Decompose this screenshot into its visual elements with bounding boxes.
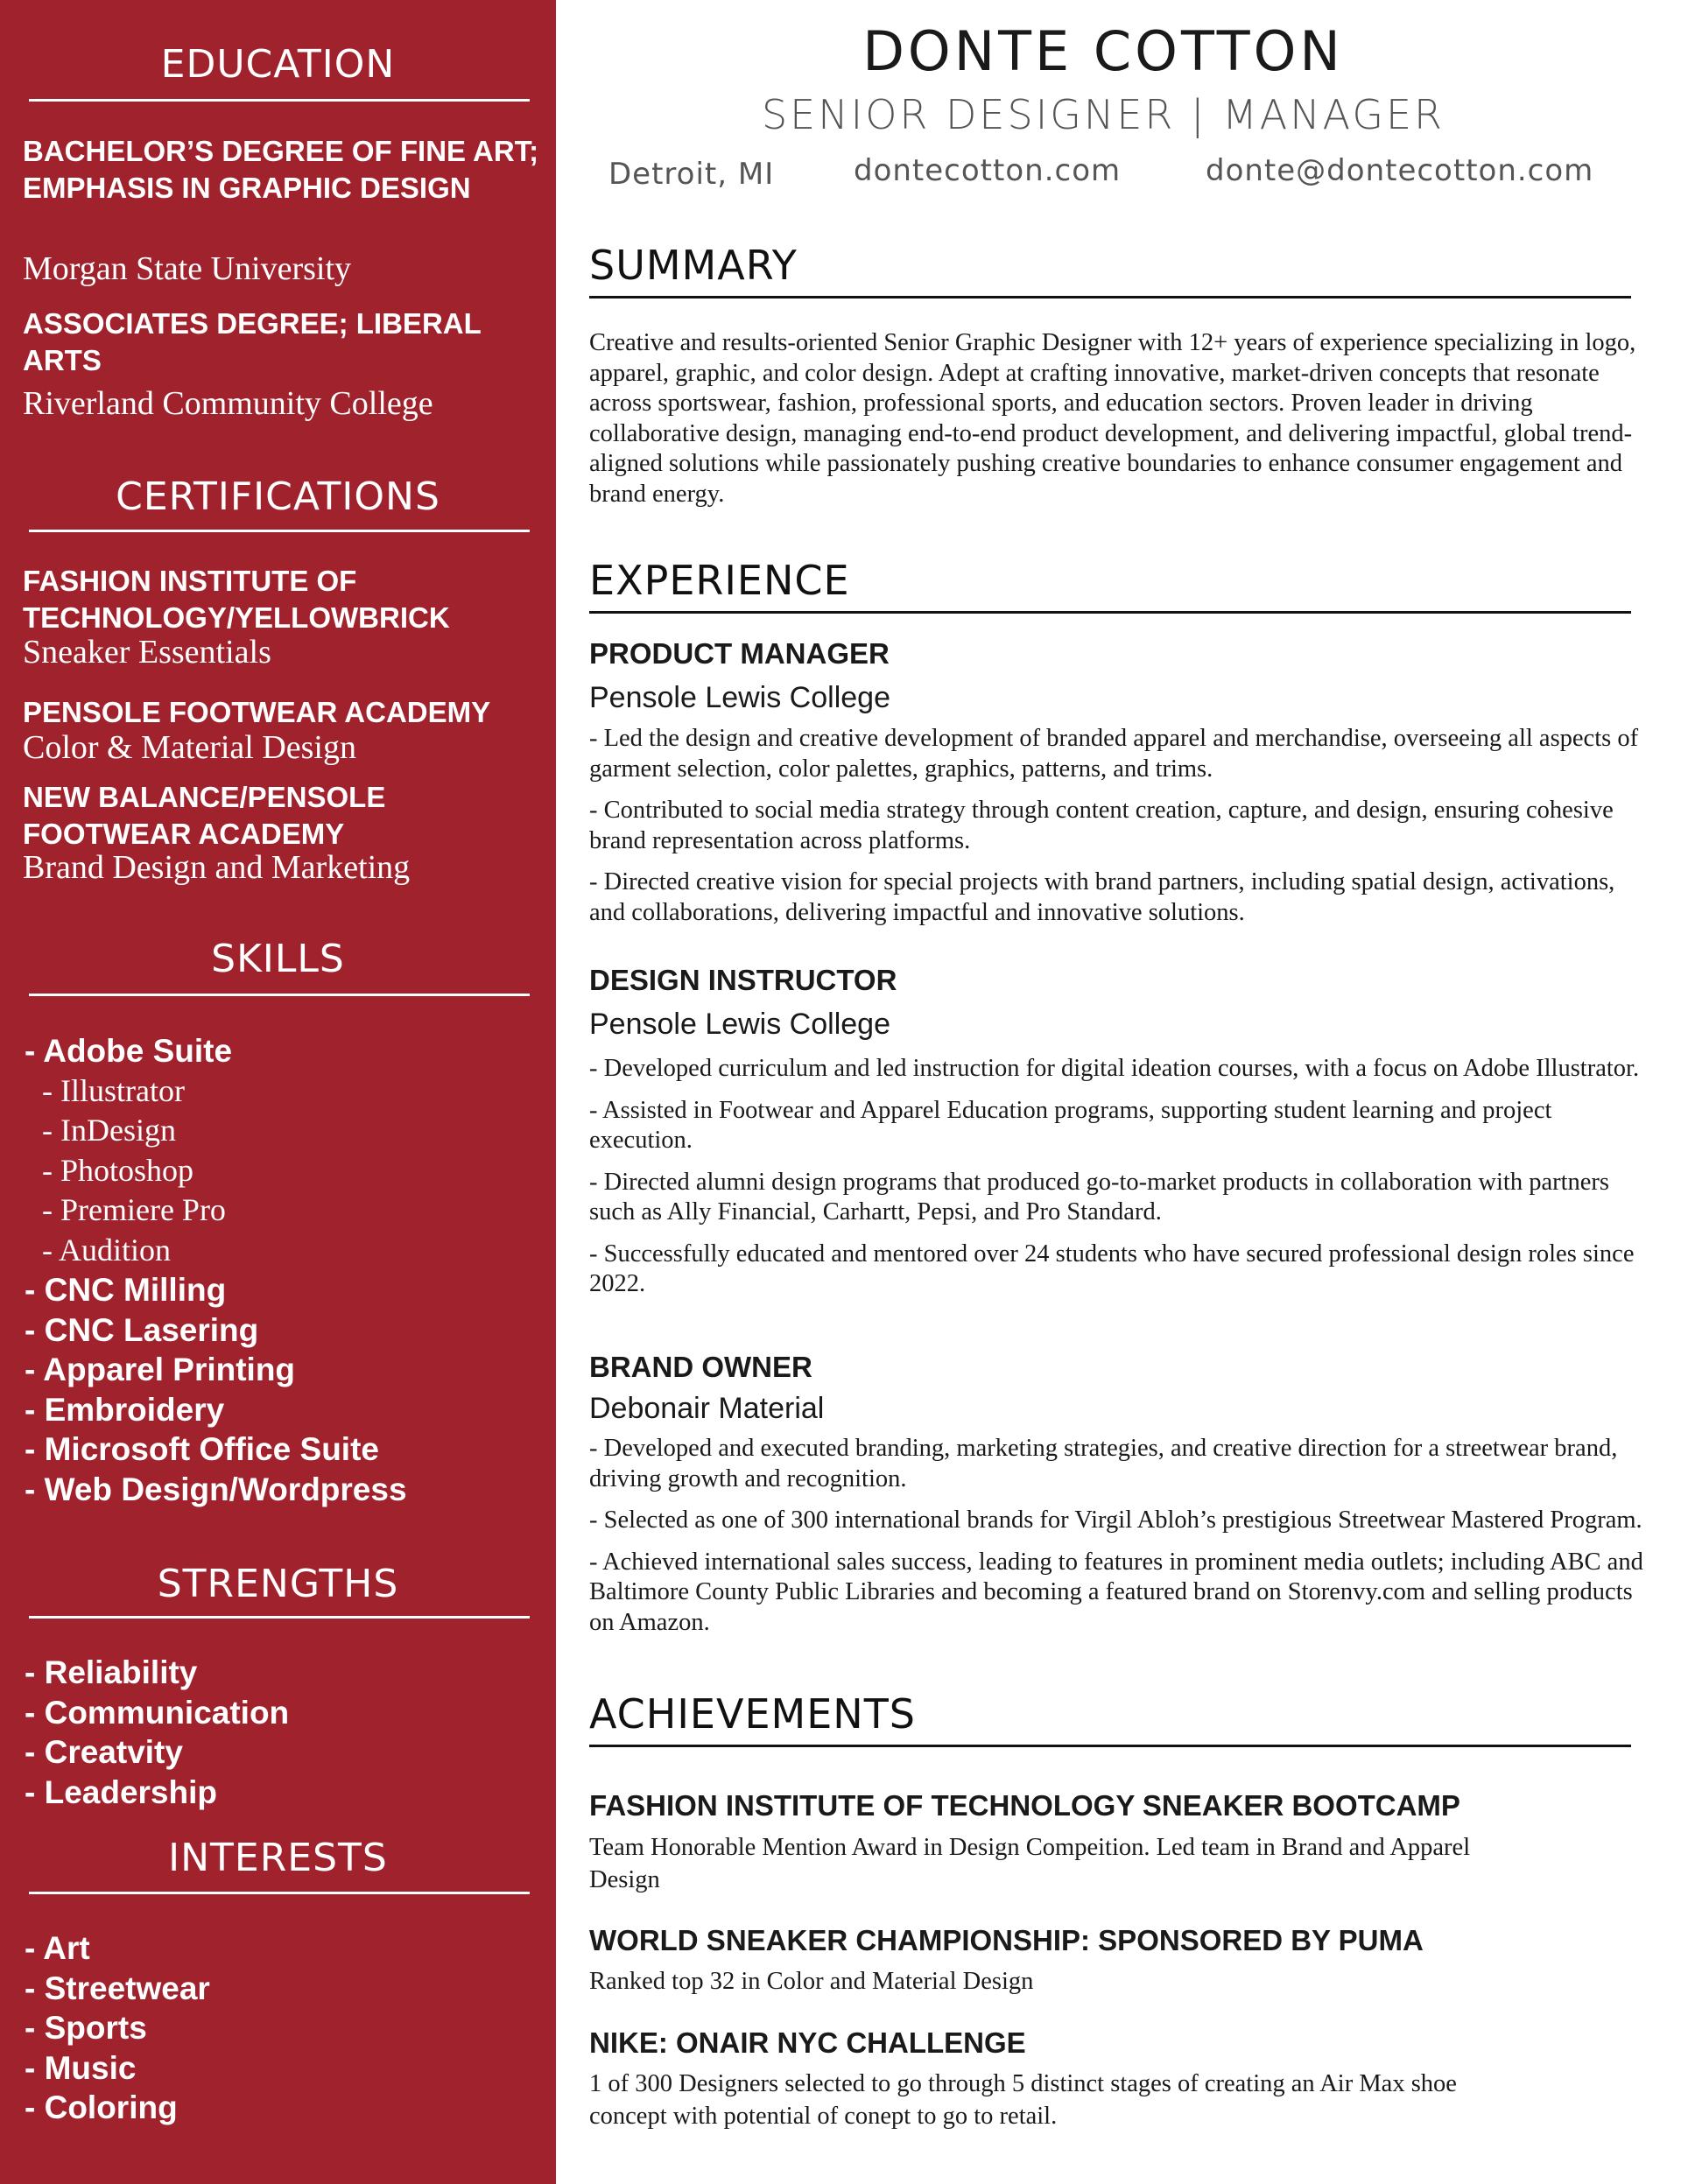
education-degree: BACHELOR’S DEGREE OF FINE ART; EMPHASIS IN GRAPHIC DESIGN [23,135,539,204]
job-bullet: - Assisted in Footwear and Apparel Education programs, supporting student learning and project execution. [589,1096,1552,1154]
job-bullet: - Successfully educated and mentored over 24 students who have secured professional design roles since 2022. [589,1239,1635,1297]
achievements-heading: ACHIEVEMENTS [589,1690,916,1738]
achievement-title: FASHION INSTITUTE OF TECHNOLOGY SNEAKER BOOTCAMP [589,1789,1460,1822]
experience-divider [589,611,1631,614]
interest-item: - Art [25,1930,90,1966]
skill-item: - Adobe Suite [25,1033,233,1069]
strengths-list [25,1653,541,1812]
skills-list [25,1031,541,1509]
skill-item: - Microsoft Office Suite [25,1431,379,1467]
job-bullet: - Contributed to social media strategy through content creation, capture, and design, ensuring cohesive brand representation across platforms. [589,797,1614,854]
job-bullets [589,1054,1644,1311]
job-org: Pensole Lewis College [589,1008,890,1041]
skills-heading: SKILLS [211,937,345,981]
job-bullets [589,724,1644,939]
achievement-desc: Ranked top 32 in Color and Material Design [589,1968,1034,1995]
skill-item: - CNC Lasering [25,1311,259,1348]
skill-subitem: - Photoshop [42,1152,194,1188]
achievement-title: WORLD SNEAKER CHAMPIONSHIP: SPONSORED BY PUMA [589,1924,1424,1956]
certification-course: Brand Design and Marketing [23,849,411,886]
job-bullet: - Directed alumni design programs that produced go-to-market products in collaboration with partners such as Ally Financial, Carhartt, Pepsi, and Pro Standard. [589,1168,1609,1225]
certification-org: FASHION INSTITUTE OF TECHNOLOGY/YELLOWBRICK [23,565,450,634]
job-bullet: - Achieved international sales success, leading to features in prominent media outlets; including ABC and Baltimore County Public Libraries and becoming a featured brand on Storenvy.com and selling products on Amazon. [589,1548,1643,1636]
certification-course: Sneaker Essentials [23,634,271,671]
achievements-divider [589,1745,1631,1747]
certification-org: NEW BALANCE/PENSOLE FOOTWEAR ACADEMY [23,781,386,850]
skill-subitem: - Illustrator [42,1072,185,1108]
skill-subitem: - Audition [42,1232,172,1268]
interest-item: - Music [25,2049,137,2086]
job-bullet: - Developed and executed branding, marketing strategies, and creative direction for a streetwear brand, driving growth and recognition. [589,1435,1618,1492]
interests-list [25,1928,541,2128]
skill-item: - CNC Milling [25,1272,227,1308]
strength-item: - Communication [25,1694,290,1731]
summary-text: Creative and results-oriented Senior Graphic Designer with 12+ years of experience specializing in logo, apparel, graphic, and color design. Adept at crafting innovative, market-driven concepts that resonate across sportswear, fashion, professional sports, and education sectors. Proven leader in driving collaborative design, managing end-to-end product development, and delivering impactful, global trend-aligned solutions while passionately pushing creative boundaries to enhance consumer engagement and brand energy. [589,329,1636,508]
candidate-name: DONTE COTTON [862,19,1344,83]
certifications-divider [29,530,530,532]
skill-item: - Web Design/Wordpress [25,1471,407,1507]
skills-divider [29,994,530,996]
education-heading: EDUCATION [160,42,396,87]
interests-heading: INTERESTS [168,1836,388,1880]
job-org: Debonair Material [589,1392,825,1425]
education-divider [29,99,530,102]
job-bullet: - Developed curriculum and led instruction for digital ideation courses, with a focus on Adobe Illustrator. [589,1055,1640,1082]
contact-location: Detroit, MI [608,157,775,192]
candidate-title: SENIOR DESIGNER | MANAGER [761,91,1445,138]
job-bullet: - Directed creative vision for special projects with brand partners, including spatial design, activations, and collaborations, delivering impactful and innovative solutions. [589,868,1615,926]
strengths-heading: STRENGTHS [157,1562,399,1606]
skill-item: - Embroidery [25,1391,225,1428]
skill-subitem: - Premiere Pro [42,1192,226,1227]
skill-subitem: - InDesign [42,1113,176,1148]
summary-heading: SUMMARY [589,242,798,289]
achievement-desc: Team Honorable Mention Award in Design Compeition. Led team in Brand and Apparel Design [589,1834,1471,1893]
strength-item: - Leadership [25,1773,217,1810]
strength-item: - Reliability [25,1654,198,1690]
achievement-desc: 1 of 300 Designers selected to go through 5 distinct stages of creating an Air Max shoe concept with potential of conept to go to retail. [589,2070,1457,2130]
skill-item: - Apparel Printing [25,1352,296,1387]
sidebar [0,0,556,2184]
contact-email[interactable]: donte@dontecotton.com [1206,153,1594,188]
interests-divider [29,1892,530,1894]
achievement-title: NIKE: ONAIR NYC CHALLENGE [589,2026,1026,2059]
interest-item: - Sports [25,2010,147,2046]
main-column [556,0,1681,2184]
job-title: DESIGN INSTRUCTOR [589,964,897,996]
job-title: PRODUCT MANAGER [589,637,890,670]
education-school: Riverland Community College [23,385,433,422]
job-bullet: - Led the design and creative development of branded apparel and merchandise, overseeing all aspects of garment selection, color palettes, graphics, patterns, and trims. [589,725,1639,783]
experience-heading: EXPERIENCE [589,557,850,604]
interest-item: - Coloring [25,2089,178,2125]
certification-course: Color & Material Design [23,729,356,766]
education-school: Morgan State University [23,250,352,287]
job-title: BRAND OWNER [589,1351,812,1383]
contact-website[interactable]: dontecotton.com [854,153,1122,188]
certifications-heading: CERTIFICATIONS [116,474,440,519]
strength-item: - Creatvity [25,1734,183,1770]
job-org: Pensole Lewis College [589,681,890,714]
job-bullet: - Selected as one of 300 international brands for Virgil Abloh’s prestigious Streetwear Mastered Program. [589,1506,1642,1534]
education-degree: ASSOCIATES DEGREE; LIBERAL ARTS [23,307,482,376]
certification-org: PENSOLE FOOTWEAR ACADEMY [23,696,491,728]
job-bullets [589,1434,1644,1649]
interest-item: - Streetwear [25,1970,210,2006]
summary-divider [589,296,1631,298]
strengths-divider [29,1616,530,1619]
